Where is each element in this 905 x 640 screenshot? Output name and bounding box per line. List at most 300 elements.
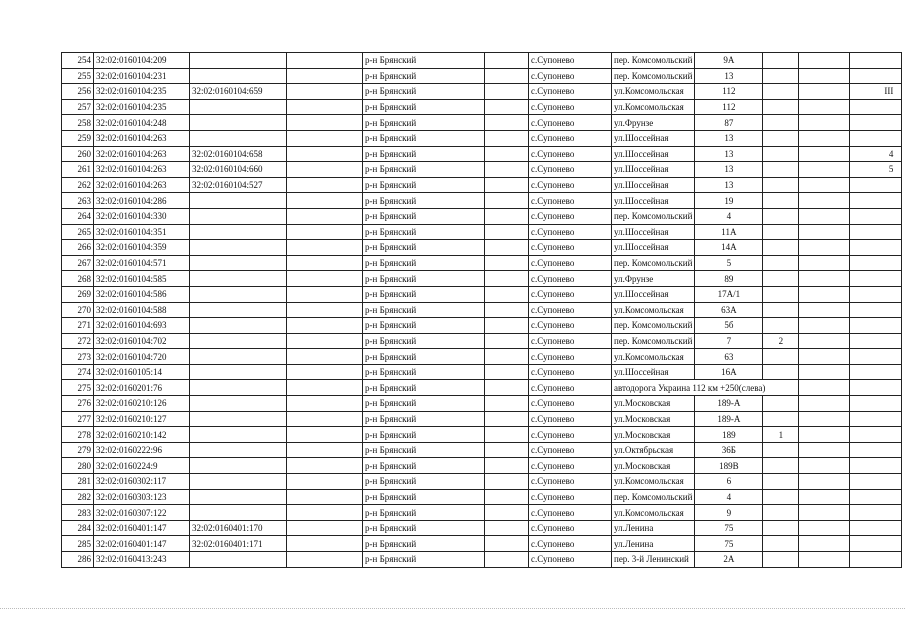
row-number: 281 bbox=[62, 474, 94, 490]
street-cell: ул.Шоссейная bbox=[612, 130, 695, 146]
cadastral-number: 32:02:0160104:235 bbox=[94, 84, 190, 100]
house-number-cell: 5 bbox=[695, 255, 763, 271]
linked-cadastral-number bbox=[190, 411, 287, 427]
house-number-cell: 89 bbox=[695, 271, 763, 287]
row-number: 283 bbox=[62, 505, 94, 521]
street-cell: ул.Октябрьская bbox=[612, 442, 695, 458]
extra-cell-c bbox=[850, 255, 902, 271]
cadastral-number: 32:02:0160104:330 bbox=[94, 208, 190, 224]
row-number: 271 bbox=[62, 318, 94, 334]
blank-cell bbox=[287, 380, 363, 396]
blank-cell bbox=[485, 193, 529, 209]
cadastral-number: 32:02:0160104:263 bbox=[94, 130, 190, 146]
extra-cell-a bbox=[763, 240, 799, 256]
house-number-cell: 9 bbox=[695, 505, 763, 521]
village-cell: с.Супонево bbox=[529, 177, 612, 193]
linked-cadastral-number bbox=[190, 115, 287, 131]
extra-cell-c bbox=[850, 520, 902, 536]
blank-cell bbox=[287, 333, 363, 349]
table-row bbox=[62, 442, 902, 458]
house-number-cell: 189 bbox=[695, 427, 763, 443]
linked-cadastral-number: 32:02:0160104:659 bbox=[190, 84, 287, 100]
linked-cadastral-number bbox=[190, 458, 287, 474]
extra-cell-c bbox=[850, 349, 902, 365]
extra-cell-c bbox=[850, 240, 902, 256]
blank-cell bbox=[485, 318, 529, 334]
row-number: 277 bbox=[62, 411, 94, 427]
extra-cell-c bbox=[850, 427, 902, 443]
village-cell: с.Супонево bbox=[529, 255, 612, 271]
blank-cell bbox=[287, 68, 363, 84]
village-cell: с.Супонево bbox=[529, 349, 612, 365]
table-row bbox=[62, 552, 902, 568]
table-row bbox=[62, 162, 902, 178]
blank-cell bbox=[287, 474, 363, 490]
extra-cell-b bbox=[799, 474, 850, 490]
blank-cell bbox=[287, 302, 363, 318]
house-number-cell: 75 bbox=[695, 520, 763, 536]
village-cell: с.Супонево bbox=[529, 364, 612, 380]
blank-cell bbox=[485, 442, 529, 458]
house-number-cell: 13 bbox=[695, 68, 763, 84]
blank-cell bbox=[485, 536, 529, 552]
district-cell: р-н Брянский bbox=[363, 208, 485, 224]
village-cell: с.Супонево bbox=[529, 536, 612, 552]
linked-cadastral-number bbox=[190, 552, 287, 568]
extra-cell-b bbox=[799, 224, 850, 240]
street-cell: ул.Комсомольская bbox=[612, 505, 695, 521]
extra-cell-c: 5 bbox=[850, 162, 902, 178]
table-row bbox=[62, 286, 902, 302]
extra-cell-b bbox=[799, 177, 850, 193]
extra-cell-c bbox=[850, 115, 902, 131]
table-row bbox=[62, 536, 902, 552]
district-cell: р-н Брянский bbox=[363, 255, 485, 271]
district-cell: р-н Брянский bbox=[363, 177, 485, 193]
district-cell: р-н Брянский bbox=[363, 552, 485, 568]
cadastral-number: 32:02:0160104:248 bbox=[94, 115, 190, 131]
district-cell: р-н Брянский bbox=[363, 536, 485, 552]
cadastral-number: 32:02:0160104:693 bbox=[94, 318, 190, 334]
extra-cell-c: III bbox=[850, 84, 902, 100]
house-number-cell: 7 bbox=[695, 333, 763, 349]
extra-cell-a bbox=[763, 224, 799, 240]
street-cell: ул.Шоссейная bbox=[612, 162, 695, 178]
blank-cell bbox=[287, 99, 363, 115]
table-row bbox=[62, 505, 902, 521]
table-row bbox=[62, 380, 902, 396]
cadastral-number: 32:02:0160210:127 bbox=[94, 411, 190, 427]
extra-cell-c bbox=[850, 552, 902, 568]
house-number-cell: 13 bbox=[695, 177, 763, 193]
extra-cell-c bbox=[850, 364, 902, 380]
linked-cadastral-number: 32:02:0160401:171 bbox=[190, 536, 287, 552]
row-number: 262 bbox=[62, 177, 94, 193]
village-cell: с.Супонево bbox=[529, 286, 612, 302]
blank-cell bbox=[485, 411, 529, 427]
extra-cell-a bbox=[763, 286, 799, 302]
blank-cell bbox=[287, 177, 363, 193]
extra-cell-b bbox=[799, 505, 850, 521]
extra-cell-a bbox=[763, 520, 799, 536]
extra-cell-b bbox=[799, 349, 850, 365]
table-row bbox=[62, 411, 902, 427]
row-number: 269 bbox=[62, 286, 94, 302]
district-cell: р-н Брянский bbox=[363, 193, 485, 209]
house-number-cell: 189-А bbox=[695, 411, 763, 427]
street-cell: ул.Московская bbox=[612, 458, 695, 474]
table-row bbox=[62, 146, 902, 162]
village-cell: с.Супонево bbox=[529, 162, 612, 178]
extra-cell-a bbox=[763, 255, 799, 271]
extra-cell-a bbox=[763, 442, 799, 458]
table-row bbox=[62, 302, 902, 318]
linked-cadastral-number bbox=[190, 53, 287, 69]
linked-cadastral-number bbox=[190, 349, 287, 365]
linked-cadastral-number bbox=[190, 302, 287, 318]
extra-cell-b bbox=[799, 240, 850, 256]
table-row bbox=[62, 130, 902, 146]
cadastral-number: 32:02:0160413:243 bbox=[94, 552, 190, 568]
village-cell: с.Супонево bbox=[529, 427, 612, 443]
blank-cell bbox=[485, 396, 529, 412]
house-number-cell: 36Б bbox=[695, 442, 763, 458]
street-cell: ул.Шоссейная bbox=[612, 177, 695, 193]
row-number: 266 bbox=[62, 240, 94, 256]
village-cell: с.Супонево bbox=[529, 68, 612, 84]
row-number: 260 bbox=[62, 146, 94, 162]
blank-cell bbox=[287, 53, 363, 69]
district-cell: р-н Брянский bbox=[363, 333, 485, 349]
village-cell: с.Супонево bbox=[529, 489, 612, 505]
blank-cell bbox=[485, 271, 529, 287]
village-cell: с.Супонево bbox=[529, 208, 612, 224]
blank-cell bbox=[287, 224, 363, 240]
district-cell: р-н Брянский bbox=[363, 442, 485, 458]
street-cell: пер. 3-й Ленинский bbox=[612, 552, 695, 568]
linked-cadastral-number bbox=[190, 255, 287, 271]
district-cell: р-н Брянский bbox=[363, 474, 485, 490]
street-cell: пер. Комсомольский bbox=[612, 255, 695, 271]
blank-cell bbox=[287, 162, 363, 178]
blank-cell bbox=[485, 505, 529, 521]
blank-cell bbox=[485, 255, 529, 271]
blank-cell bbox=[287, 489, 363, 505]
linked-cadastral-number bbox=[190, 99, 287, 115]
linked-cadastral-number bbox=[190, 333, 287, 349]
cadastral-number: 32:02:0160104:586 bbox=[94, 286, 190, 302]
blank-cell bbox=[485, 286, 529, 302]
extra-cell-b bbox=[799, 427, 850, 443]
table-row bbox=[62, 255, 902, 271]
extra-cell-a bbox=[763, 162, 799, 178]
extra-cell-c bbox=[850, 411, 902, 427]
extra-cell-a bbox=[763, 177, 799, 193]
row-number: 270 bbox=[62, 302, 94, 318]
row-number: 258 bbox=[62, 115, 94, 131]
street-cell: ул.Фрунзе bbox=[612, 271, 695, 287]
table-body bbox=[62, 53, 902, 568]
house-number-cell: 5б bbox=[695, 318, 763, 334]
extra-cell-c bbox=[850, 380, 902, 396]
extra-cell-b bbox=[799, 333, 850, 349]
linked-cadastral-number bbox=[190, 489, 287, 505]
row-number: 255 bbox=[62, 68, 94, 84]
extra-cell-b bbox=[799, 146, 850, 162]
street-cell: пер. Комсомольский bbox=[612, 208, 695, 224]
linked-cadastral-number bbox=[190, 380, 287, 396]
extra-cell-a bbox=[763, 489, 799, 505]
village-cell: с.Супонево bbox=[529, 552, 612, 568]
cadastral-number: 32:02:0160104:286 bbox=[94, 193, 190, 209]
linked-cadastral-number bbox=[190, 271, 287, 287]
blank-cell bbox=[485, 224, 529, 240]
row-number: 264 bbox=[62, 208, 94, 224]
blank-cell bbox=[287, 364, 363, 380]
extra-cell-c bbox=[850, 286, 902, 302]
village-cell: с.Супонево bbox=[529, 318, 612, 334]
street-cell: ул.Комсомольская bbox=[612, 302, 695, 318]
blank-cell bbox=[287, 536, 363, 552]
cadastral-number: 32:02:0160104:588 bbox=[94, 302, 190, 318]
village-cell: с.Супонево bbox=[529, 458, 612, 474]
cadastral-number: 32:02:0160224:9 bbox=[94, 458, 190, 474]
cadastral-number: 32:02:0160302:117 bbox=[94, 474, 190, 490]
scan-edge-line bbox=[0, 608, 905, 610]
extra-cell-b bbox=[799, 364, 850, 380]
linked-cadastral-number bbox=[190, 68, 287, 84]
linked-cadastral-number bbox=[190, 505, 287, 521]
extra-cell-c bbox=[850, 208, 902, 224]
extra-cell-a bbox=[763, 271, 799, 287]
row-number: 268 bbox=[62, 271, 94, 287]
blank-cell bbox=[287, 193, 363, 209]
district-cell: р-н Брянский bbox=[363, 380, 485, 396]
cadastral-number: 32:02:0160104:209 bbox=[94, 53, 190, 69]
table-row bbox=[62, 177, 902, 193]
district-cell: р-н Брянский bbox=[363, 271, 485, 287]
street-cell: ул.Комсомольская bbox=[612, 349, 695, 365]
cadastral-table bbox=[61, 52, 902, 568]
house-number-cell: 2А bbox=[695, 552, 763, 568]
blank-cell bbox=[485, 115, 529, 131]
blank-cell bbox=[287, 442, 363, 458]
district-cell: р-н Брянский bbox=[363, 505, 485, 521]
extra-cell-a: 1 bbox=[763, 427, 799, 443]
linked-cadastral-number bbox=[190, 193, 287, 209]
house-number-cell: 17А/1 bbox=[695, 286, 763, 302]
house-number-cell: 112 bbox=[695, 99, 763, 115]
extra-cell-b bbox=[799, 162, 850, 178]
street-cell: пер. Комсомольский bbox=[612, 53, 695, 69]
cadastral-number: 32:02:0160210:142 bbox=[94, 427, 190, 443]
blank-cell bbox=[485, 333, 529, 349]
linked-cadastral-number bbox=[190, 318, 287, 334]
extra-cell-a bbox=[763, 115, 799, 131]
blank-cell bbox=[287, 115, 363, 131]
extra-cell-a bbox=[763, 302, 799, 318]
extra-cell-c bbox=[850, 318, 902, 334]
linked-cadastral-number: 32:02:0160104:660 bbox=[190, 162, 287, 178]
house-number-cell: 75 bbox=[695, 536, 763, 552]
village-cell: с.Супонево bbox=[529, 193, 612, 209]
linked-cadastral-number bbox=[190, 427, 287, 443]
street-cell: ул.Ленина bbox=[612, 536, 695, 552]
extra-cell-b bbox=[799, 255, 850, 271]
district-cell: р-н Брянский bbox=[363, 240, 485, 256]
district-cell: р-н Брянский bbox=[363, 349, 485, 365]
extra-cell-b bbox=[799, 458, 850, 474]
house-number-cell: 13 bbox=[695, 130, 763, 146]
extra-cell-b bbox=[799, 380, 850, 396]
district-cell: р-н Брянский bbox=[363, 146, 485, 162]
blank-cell bbox=[287, 552, 363, 568]
district-cell: р-н Брянский bbox=[363, 99, 485, 115]
blank-cell bbox=[485, 474, 529, 490]
village-cell: с.Супонево bbox=[529, 520, 612, 536]
blank-cell bbox=[287, 271, 363, 287]
table-row bbox=[62, 99, 902, 115]
village-cell: с.Супонево bbox=[529, 380, 612, 396]
blank-cell bbox=[287, 396, 363, 412]
district-cell: р-н Брянский bbox=[363, 68, 485, 84]
linked-cadastral-number bbox=[190, 364, 287, 380]
village-cell: с.Супонево bbox=[529, 53, 612, 69]
cadastral-number: 32:02:0160401:147 bbox=[94, 520, 190, 536]
row-number: 279 bbox=[62, 442, 94, 458]
blank-cell bbox=[287, 427, 363, 443]
extra-cell-c bbox=[850, 333, 902, 349]
cadastral-number: 32:02:0160104:571 bbox=[94, 255, 190, 271]
blank-cell bbox=[485, 53, 529, 69]
extra-cell-a bbox=[763, 99, 799, 115]
blank-cell bbox=[485, 240, 529, 256]
cadastral-number: 32:02:0160104:359 bbox=[94, 240, 190, 256]
district-cell: р-н Брянский bbox=[363, 458, 485, 474]
row-number: 284 bbox=[62, 520, 94, 536]
extra-cell-b bbox=[799, 193, 850, 209]
table-row bbox=[62, 520, 902, 536]
extra-cell-b bbox=[799, 53, 850, 69]
village-cell: с.Супонево bbox=[529, 474, 612, 490]
house-number-cell: 4 bbox=[695, 489, 763, 505]
house-number-cell: 19 bbox=[695, 193, 763, 209]
cadastral-number: 32:02:0160210:126 bbox=[94, 396, 190, 412]
row-number: 256 bbox=[62, 84, 94, 100]
blank-cell bbox=[485, 552, 529, 568]
table-row bbox=[62, 115, 902, 131]
street-cell: ул.Шоссейная bbox=[612, 193, 695, 209]
extra-cell-b bbox=[799, 396, 850, 412]
linked-cadastral-number bbox=[190, 240, 287, 256]
row-number: 265 bbox=[62, 224, 94, 240]
extra-cell-a bbox=[763, 411, 799, 427]
cadastral-number: 32:02:0160104:263 bbox=[94, 162, 190, 178]
village-cell: с.Супонево bbox=[529, 333, 612, 349]
village-cell: с.Супонево bbox=[529, 411, 612, 427]
district-cell: р-н Брянский bbox=[363, 224, 485, 240]
extra-cell-c bbox=[850, 458, 902, 474]
table-row bbox=[62, 333, 902, 349]
village-cell: с.Супонево bbox=[529, 396, 612, 412]
extra-cell-c bbox=[850, 489, 902, 505]
linked-cadastral-number bbox=[190, 286, 287, 302]
table-row bbox=[62, 474, 902, 490]
house-number-cell: 112 bbox=[695, 84, 763, 100]
village-cell: с.Супонево bbox=[529, 146, 612, 162]
street-cell: ул.Комсомольская bbox=[612, 99, 695, 115]
extra-cell-b bbox=[799, 442, 850, 458]
blank-cell bbox=[485, 208, 529, 224]
table-row bbox=[62, 224, 902, 240]
house-number-cell: 9А bbox=[695, 53, 763, 69]
district-cell: р-н Брянский bbox=[363, 302, 485, 318]
village-cell: с.Супонево bbox=[529, 99, 612, 115]
village-cell: с.Супонево bbox=[529, 130, 612, 146]
blank-cell bbox=[287, 130, 363, 146]
extra-cell-b bbox=[799, 411, 850, 427]
extra-cell-a bbox=[763, 130, 799, 146]
extra-cell-c bbox=[850, 505, 902, 521]
house-number-cell: 6 bbox=[695, 474, 763, 490]
linked-cadastral-number bbox=[190, 396, 287, 412]
street-cell: ул.Шоссейная bbox=[612, 364, 695, 380]
extra-cell-c bbox=[850, 68, 902, 84]
cadastral-number: 32:02:0160104:231 bbox=[94, 68, 190, 84]
cadastral-number: 32:02:0160104:263 bbox=[94, 146, 190, 162]
cadastral-number: 32:02:0160105:14 bbox=[94, 364, 190, 380]
street-cell: ул.Московская bbox=[612, 427, 695, 443]
extra-cell-a bbox=[763, 146, 799, 162]
street-cell: ул.Комсомольская bbox=[612, 84, 695, 100]
street-cell: пер. Комсомольский bbox=[612, 318, 695, 334]
row-number: 267 bbox=[62, 255, 94, 271]
cadastral-number: 32:02:0160401:147 bbox=[94, 536, 190, 552]
extra-cell-b bbox=[799, 318, 850, 334]
extra-cell-c bbox=[850, 177, 902, 193]
street-cell: пер. Комсомольский bbox=[612, 489, 695, 505]
district-cell: р-н Брянский bbox=[363, 84, 485, 100]
row-number: 276 bbox=[62, 396, 94, 412]
linked-cadastral-number: 32:02:0160104:658 bbox=[190, 146, 287, 162]
extra-cell-a bbox=[763, 364, 799, 380]
district-cell: р-н Брянский bbox=[363, 396, 485, 412]
extra-cell-a bbox=[763, 536, 799, 552]
extra-cell-a bbox=[763, 349, 799, 365]
table-row bbox=[62, 318, 902, 334]
blank-cell bbox=[485, 130, 529, 146]
district-cell: р-н Брянский bbox=[363, 427, 485, 443]
street-cell: автодорога Украина 112 км +250(слева) bbox=[612, 380, 799, 396]
cadastral-number: 32:02:0160303:123 bbox=[94, 489, 190, 505]
blank-cell bbox=[485, 427, 529, 443]
table-row bbox=[62, 271, 902, 287]
street-cell: ул.Московская bbox=[612, 396, 695, 412]
house-number-cell: 63А bbox=[695, 302, 763, 318]
village-cell: с.Супонево bbox=[529, 115, 612, 131]
village-cell: с.Супонево bbox=[529, 224, 612, 240]
blank-cell bbox=[287, 458, 363, 474]
extra-cell-b bbox=[799, 208, 850, 224]
extra-cell-a bbox=[763, 68, 799, 84]
blank-cell bbox=[485, 99, 529, 115]
blank-cell bbox=[485, 380, 529, 396]
row-number: 254 bbox=[62, 53, 94, 69]
cadastral-number: 32:02:0160104:585 bbox=[94, 271, 190, 287]
row-number: 278 bbox=[62, 427, 94, 443]
blank-cell bbox=[287, 84, 363, 100]
blank-cell bbox=[485, 489, 529, 505]
